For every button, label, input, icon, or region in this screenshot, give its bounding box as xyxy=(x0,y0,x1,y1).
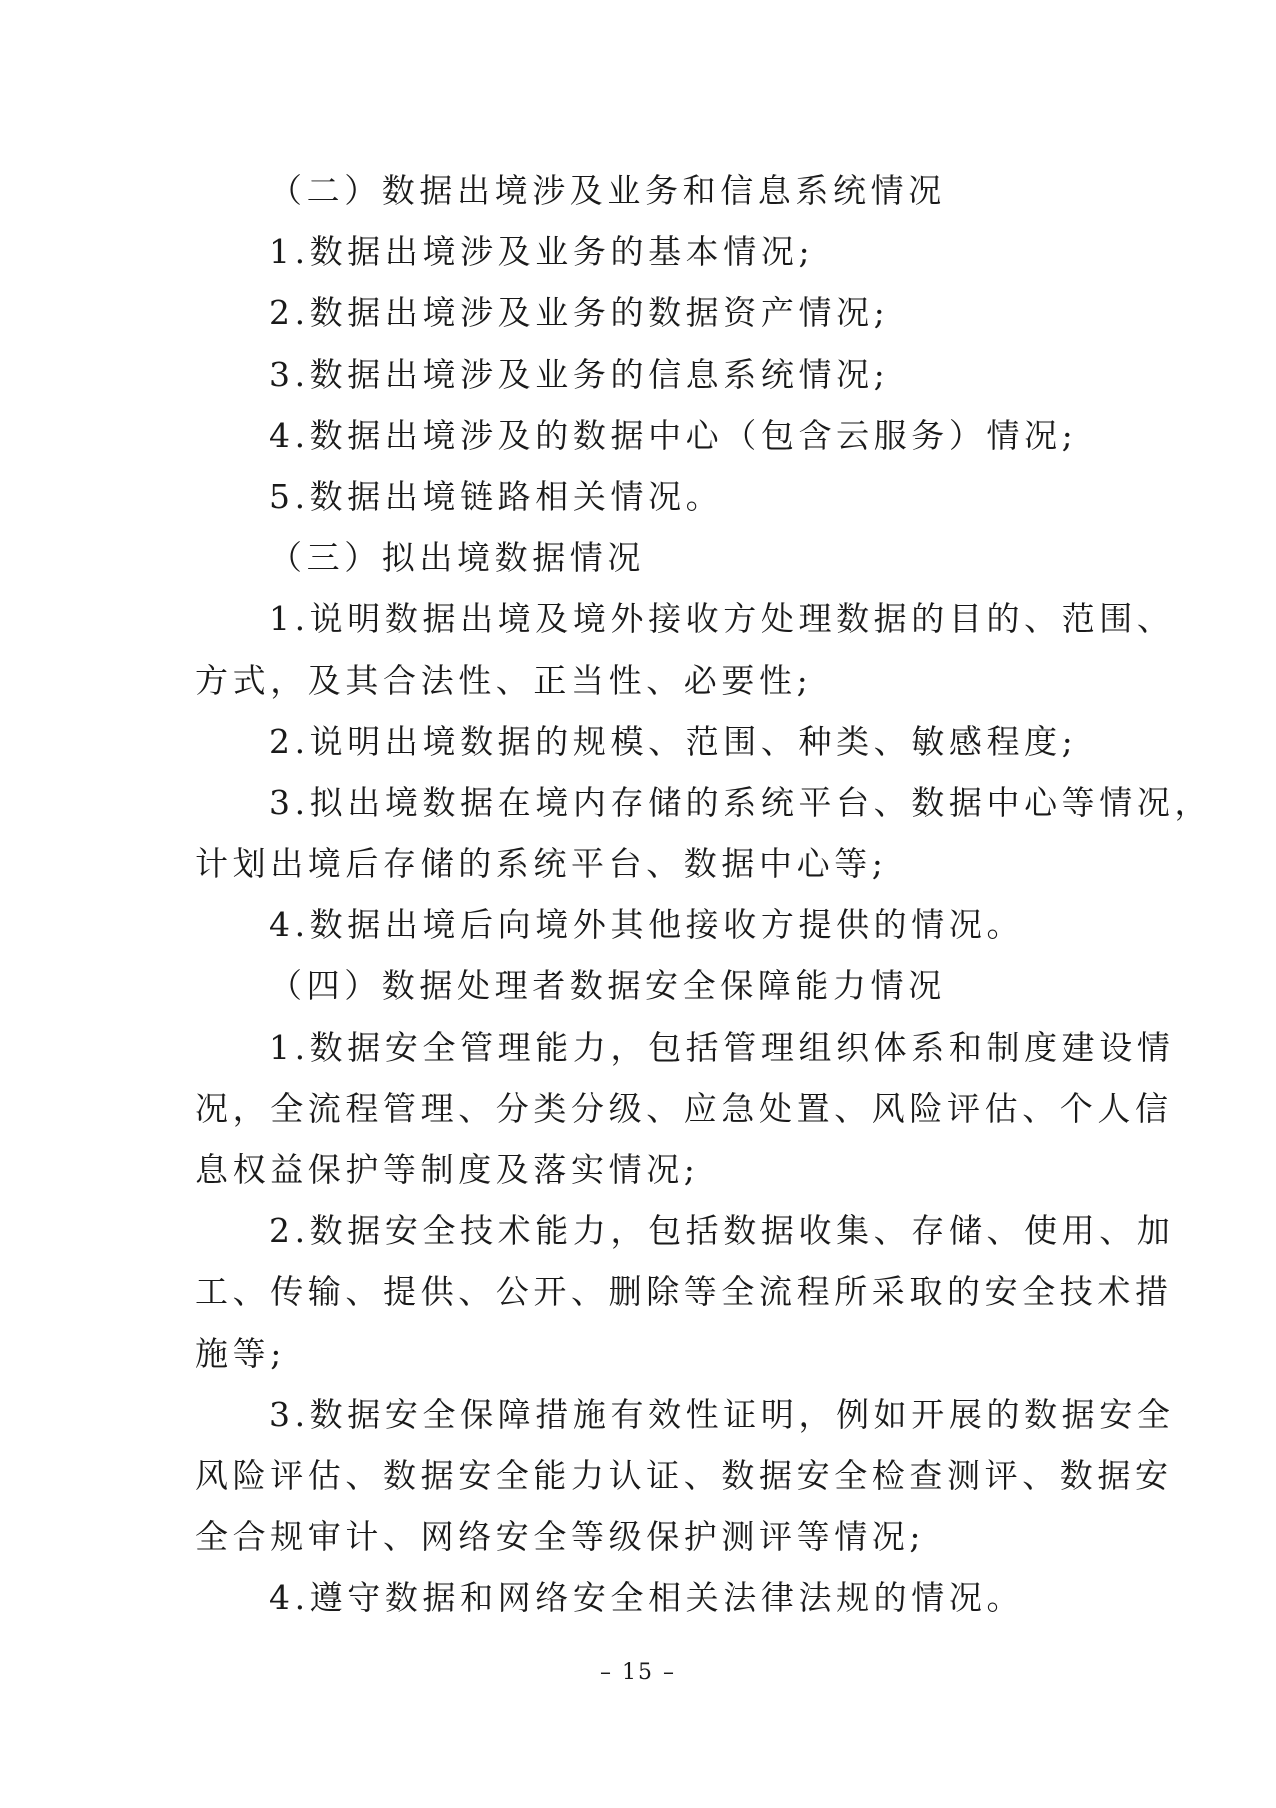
paragraph-line: 方式，及其合法性、正当性、必要性; xyxy=(195,660,813,700)
paragraph-line: 1.说明数据出境及境外接收方处理数据的目的、范围、 xyxy=(269,599,1175,639)
paragraph-line: 1.数据安全管理能力，包括管理组织体系和制度建设情 xyxy=(269,1027,1175,1067)
paragraph-line: 5.数据出境链路相关情况。 xyxy=(269,476,724,516)
page-number: – 15 – xyxy=(600,1660,676,1685)
document-body xyxy=(195,160,1213,1629)
paragraph-line: 2.说明出境数据的规模、范围、种类、敏感程度; xyxy=(269,721,1078,761)
paragraph-line: 全合规审计、网络安全等级保护测评等情况; xyxy=(195,1517,926,1557)
paragraph-line: 4.数据出境后向境外其他接收方提供的情况。 xyxy=(269,905,1025,945)
paragraph-line: 4.数据出境涉及的数据中心（包含云服务）情况; xyxy=(269,415,1078,455)
paragraph-line: 况，全流程管理、分类分级、应急处置、风险评估、个人信 xyxy=(195,1088,1173,1128)
paragraph-line: 施等; xyxy=(195,1333,286,1373)
paragraph-line: 息权益保护等制度及落实情况; xyxy=(195,1150,700,1189)
paragraph-line: 4.遵守数据和网络安全相关法律法规的情况。 xyxy=(269,1578,1025,1618)
paragraph-line: 风险评估、数据安全能力认证、数据安全检查测评、数据安 xyxy=(195,1455,1173,1495)
paragraph-line: 1.数据出境涉及业务的基本情况; xyxy=(269,232,815,272)
section-heading-3: （三）拟出境数据情况 xyxy=(269,538,645,578)
paragraph-line: 3.数据出境涉及业务的信息系统情况; xyxy=(269,354,890,394)
paragraph-line: 工、传输、提供、公开、删除等全流程所采取的安全技术措 xyxy=(195,1272,1173,1312)
paragraph-line: 2.数据安全技术能力，包括数据收集、存储、使用、加 xyxy=(269,1211,1175,1251)
section-heading-4: （四）数据处理者数据安全保障能力情况 xyxy=(269,966,946,1006)
paragraph-line: 3.拟出境数据在境内存储的系统平台、数据中心等情况， xyxy=(269,782,1213,822)
paragraph-line: 计划出境后存储的系统平台、数据中心等; xyxy=(195,844,888,884)
paragraph-line: 2.数据出境涉及业务的数据资产情况; xyxy=(269,293,890,333)
section-heading-2: （二）数据出境涉及业务和信息系统情况 xyxy=(269,171,946,210)
paragraph-line: 3.数据安全保障措施有效性证明，例如开展的数据安全 xyxy=(269,1394,1175,1434)
